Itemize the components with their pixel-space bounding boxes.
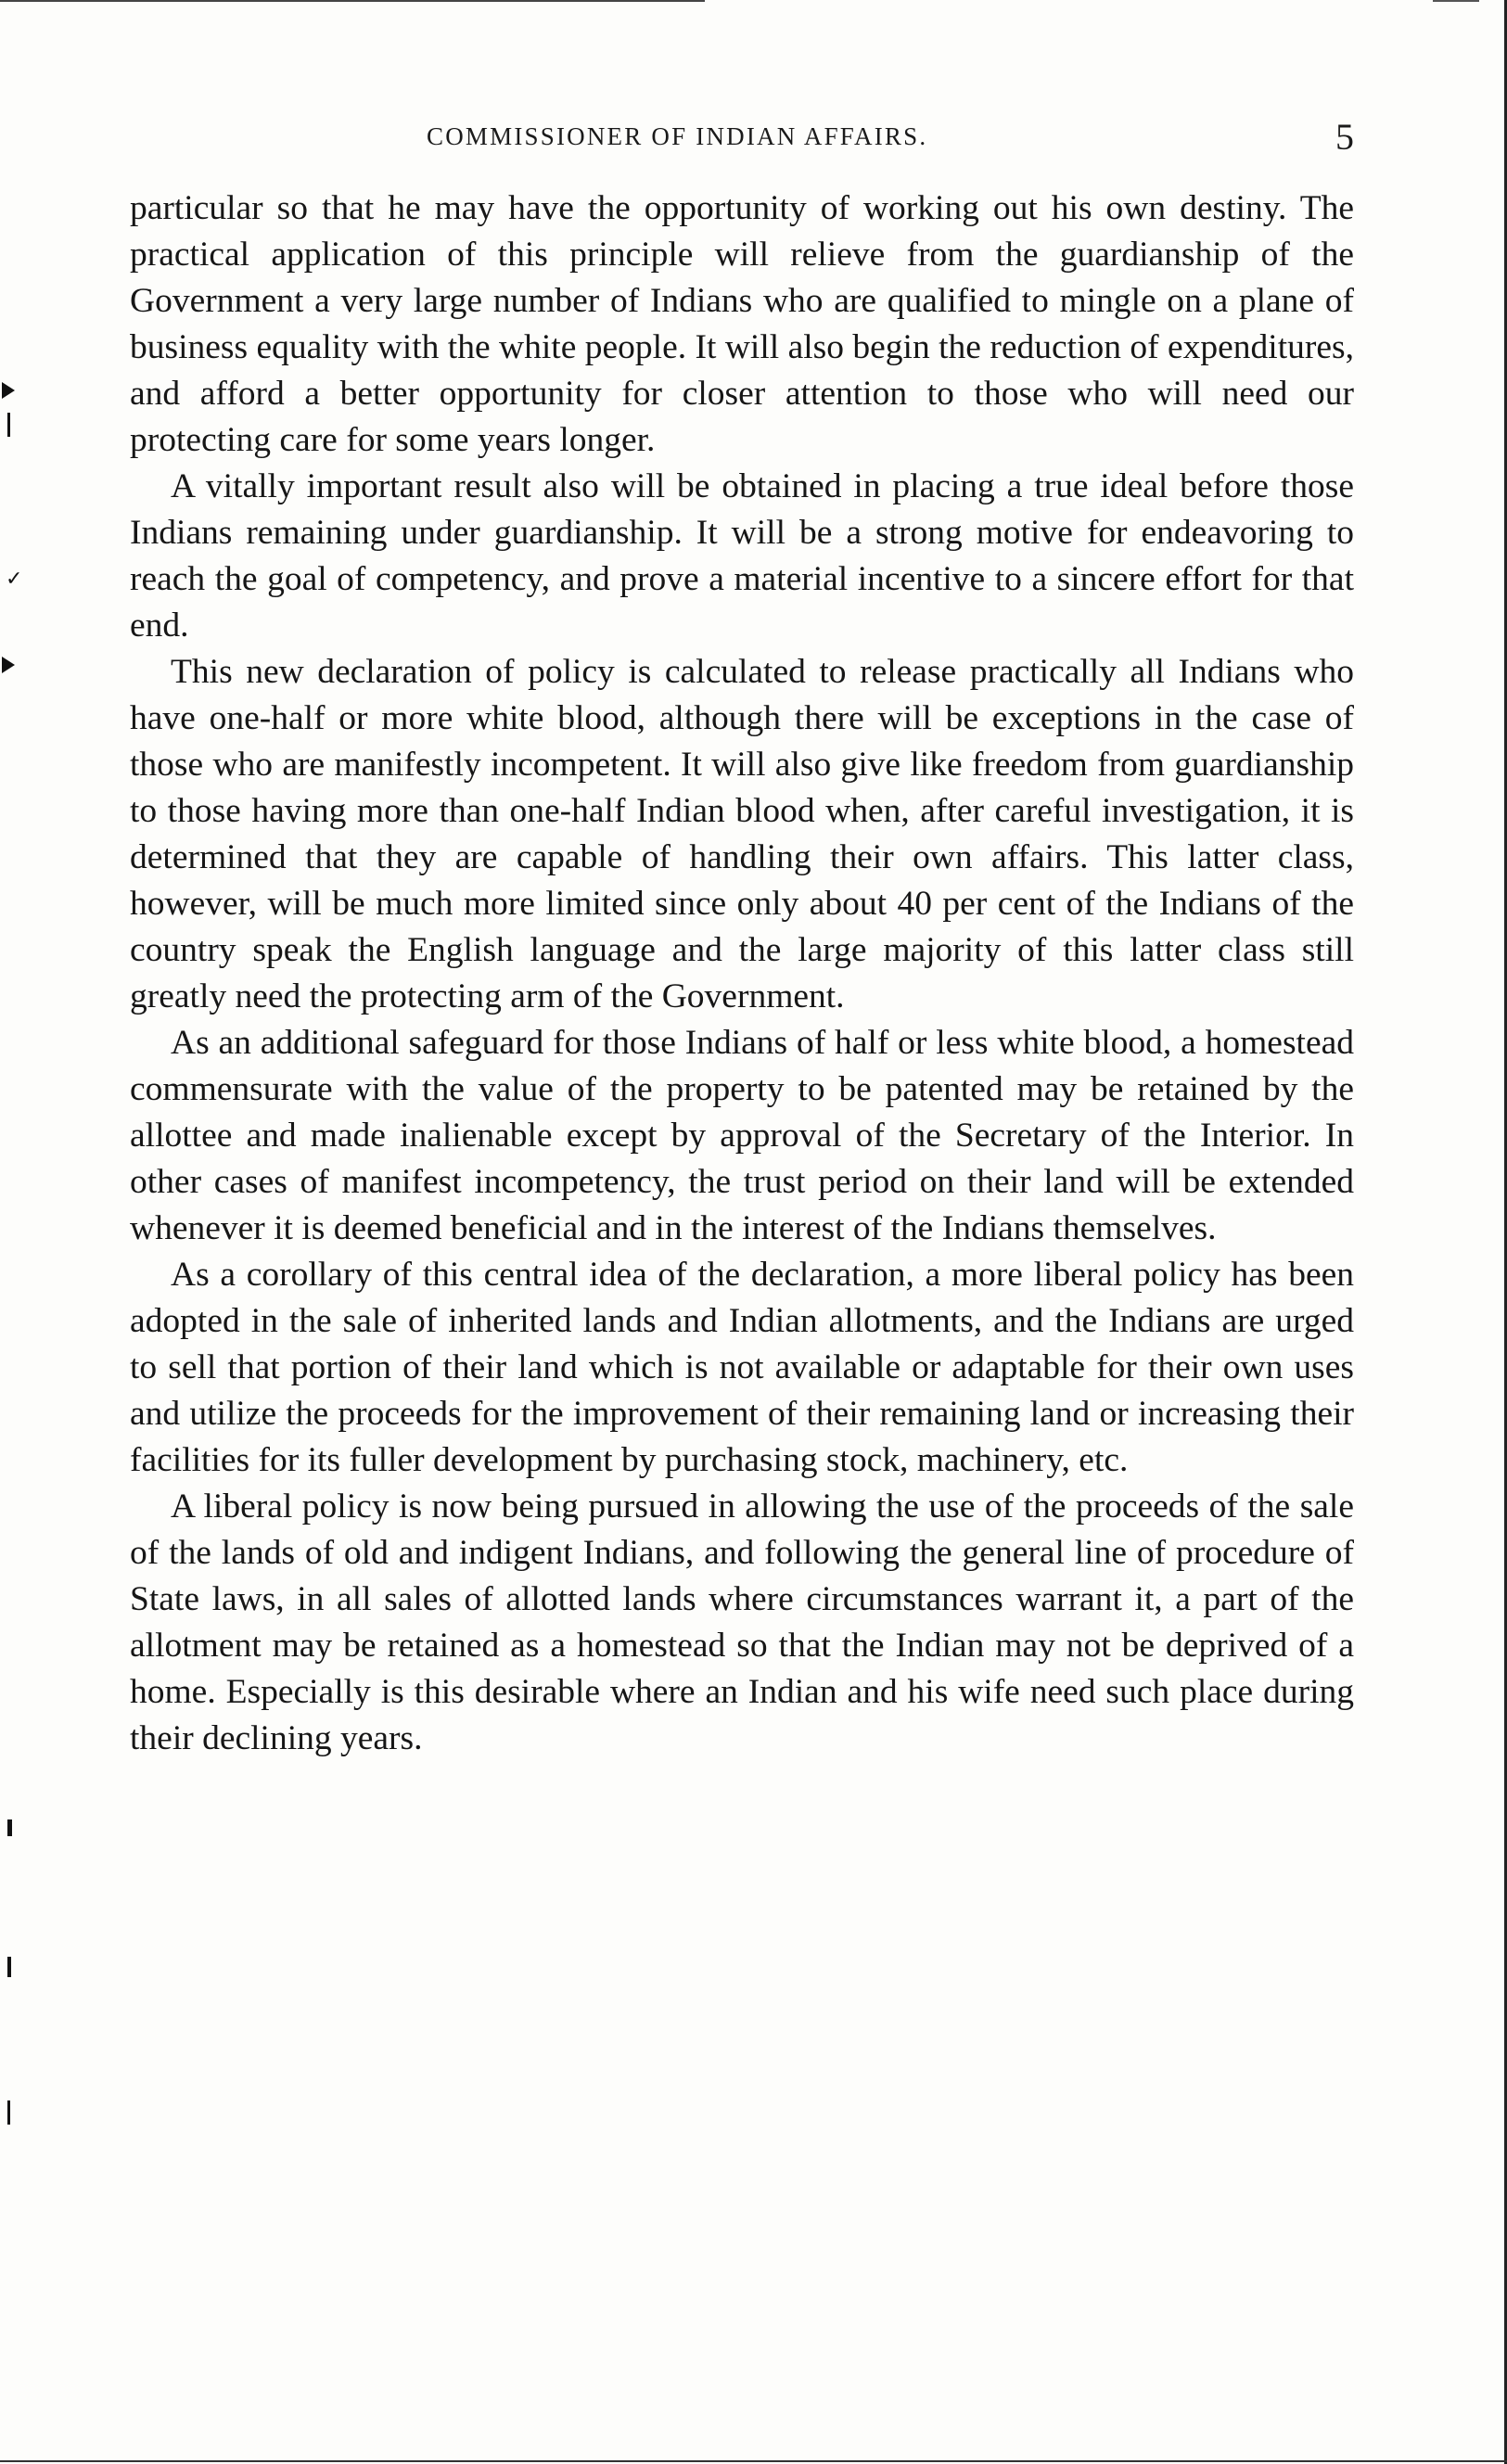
- paragraph: As a corollary of this central idea of the declaration, a more liberal policy has been adopted in the sale of inherited lands and Indian allotments, and the Indians are urged to sell that portion of their land which is not available or adaptable for their own uses and utilize the proceeds for the improvement of their remaining land or increasing their facilities for its fuller development by purchasing stock, machinery, etc.: [130, 1256, 1354, 1479]
- paragraph: This new declaration of policy is calculated to release practically all Indians who have one-half or more white blood, although there will be exceptions in the case of those who are manifestly incompetent. It will also give like freedom from guardianship to those having more than one-half Indian blood when, after careful investigation, it is determined that they are capable of handling their own affairs. This latter class, however, will be much more limited since only about 40 per cent of the Indians of the country speak the English language and the large majority of this latter class still greatly need the protecting arm of the Government.: [130, 653, 1354, 1015]
- body-text: [130, 185, 1354, 1762]
- margin-tick-mark: [7, 2100, 10, 2125]
- running-title: COMMISSIONER OF INDIAN AFFAIRS.: [427, 122, 928, 150]
- margin-pointer-mark: [2, 657, 15, 673]
- bottom-border-rule: [0, 2460, 1507, 2462]
- margin-tick-mark: [7, 1957, 11, 1977]
- margin-tick-mark: [7, 1819, 12, 1836]
- margin-check-mark: ✓: [6, 568, 23, 591]
- margin-tick-mark: [7, 413, 10, 437]
- margin-pointer-mark: [2, 382, 15, 399]
- page-number: 5: [1335, 116, 1354, 158]
- paragraph: A liberal policy is now being pursued in allowing the use of the proceeds of the sale of the lands of old and indigent Indians, and following the general line of procedure of State laws, in all sales of allotted lands where circumstances warrant it, a part of the allotment may be retained as a homestead so that the Indian may not be deprived of a home. Especially is this desirable where an Indian and his wife need such place during their declining years.: [130, 1487, 1354, 1757]
- corner-scan-mark: [1433, 0, 1479, 15]
- paragraph: A vitally important result also will be obtained in placing a true ideal before those Indians remaining under guardianship. It will be a strong motive for endeavoring to reach the goal of competency, and prove a material incentive to a sincere effort for that end.: [130, 467, 1354, 645]
- top-border-rule: [0, 0, 705, 2]
- paragraph: As an additional safeguard for those Indians of half or less white blood, a homestead commensurate with the value of the property to be patented may be retained by the allottee and made inalienable except by approval of the Secretary of the Interior. In other cases of manifest incompetency, the trust period on their land will be extended whenever it is deemed beneficial and in the interest of the Indians themselves.: [130, 1024, 1354, 1247]
- paragraph: particular so that he may have the opportunity of working out his own destiny. The practical application of this principle will relieve from the guardianship of the Government a very large number of Indians who are qualified to mingle on a plane of business equality with the white people. It will also begin the reduction of expenditures, and afford a better opportunity for closer attention to those who will need our protecting care for some years longer.: [130, 189, 1354, 459]
- page-header: [130, 109, 1354, 165]
